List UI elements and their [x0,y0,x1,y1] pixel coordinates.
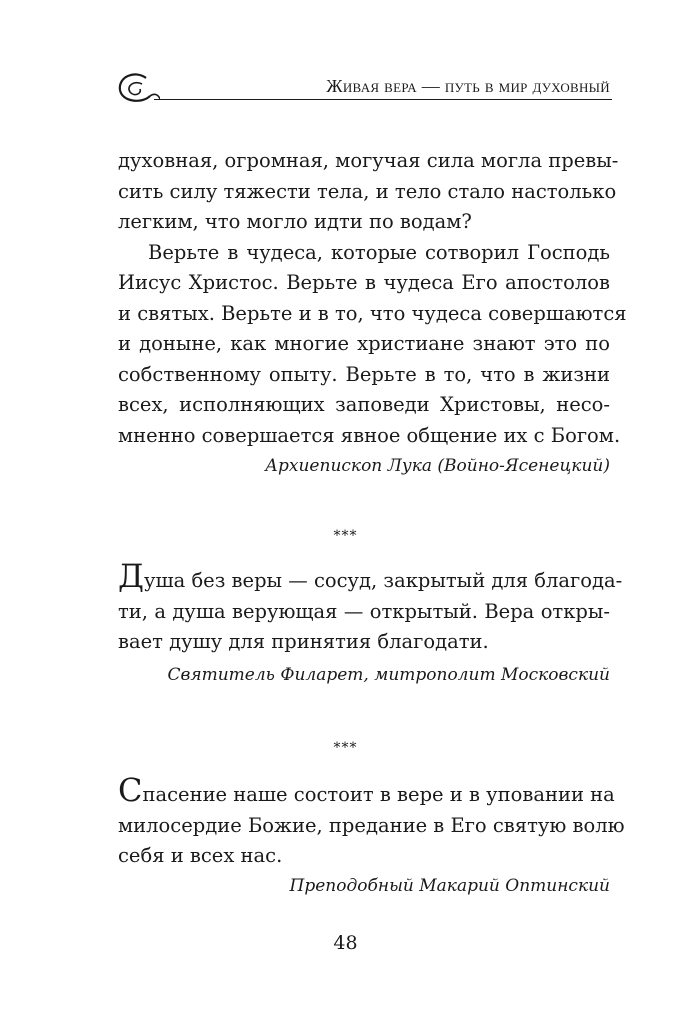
text-line: всех, исполняющих заповеди Христовы, несо- [118,393,610,416]
section-3-body [118,771,625,872]
section-separator: *** [333,528,358,544]
text-line-rest: пасение наше состоит в вере и в уповании на [142,783,615,806]
section-2-body [118,557,623,658]
text-line: сить силу тяжести тела, и тело стало настолько [118,179,617,203]
section-1-body [118,146,627,451]
running-header [112,70,612,110]
page-number: 48 [333,932,358,954]
text-line: и святых. Верьте и в то, что чудеса совершаются [118,301,627,325]
text-line: собственному опыту. Верьте в то, что в жизни [118,362,610,386]
section-separator: *** [333,740,358,756]
text-line-first [118,557,623,597]
text-line: милосердие Божие, предание в Его святую волю [118,813,625,837]
text-line: себя и всех нас. [118,844,283,867]
attribution-2: Святитель Филарет, митрополит Московский [167,665,610,685]
text-line: и доныне, как многие христиане знают это по [118,332,610,355]
swirl-ornament-icon [112,70,160,110]
attribution-3: Преподобный Макарий Оптинский [289,876,610,896]
drop-cap: Д [118,557,145,595]
drop-cap: С [118,771,143,809]
text-line: ти, а душа верующая — открытый. Вера откры- [118,599,610,623]
text-line-first [118,771,615,811]
header-rule [154,99,612,100]
attribution-1: Архиепископ Лука (Войно-Ясенецкий) [265,456,610,476]
text-line: вает душу для принятия благодати. [118,630,489,653]
header-title: Живая вера — путь в мир духовный [326,76,610,96]
text-line: Верьте в чудеса, которые сотворил Господь [148,240,610,264]
text-line: легким, что могло идти по водам? [118,210,472,233]
text-line: Иисус Христос. Верьте в чудеса Его апостолов [118,271,610,294]
text-line-rest: уша без веры — сосуд, закрытый для благода- [144,569,623,592]
text-line: мненно совершается явное общение их с Богом. [118,423,621,447]
text-line: духовная, огромная, могучая сила могла превы- [118,149,619,172]
